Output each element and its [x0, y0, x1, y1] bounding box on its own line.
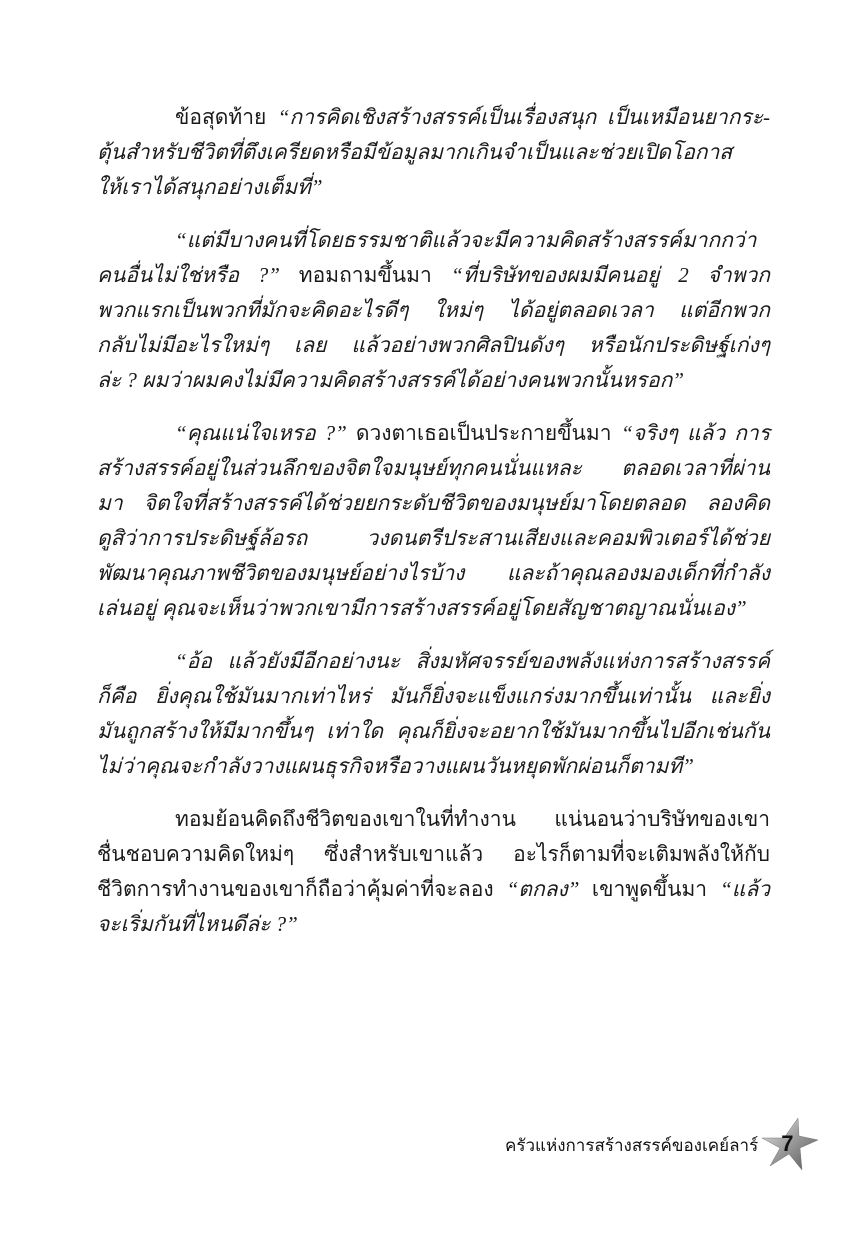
- dialogue-text: มันถูกสร้างให้มีมากขึ้นๆ เท่าใด คุณก็ยิ่งจะอยากใช้มันมากขึ้นไปอีกเช่นกัน: [97, 719, 770, 743]
- dialogue-text: ก็คือ ยิ่งคุณใช้มันมากเท่าไหร่ มันก็ยิ่งจะแข็งแกร่งมากขึ้นเท่านั้น และยิ่ง: [97, 684, 770, 708]
- text-line: [97, 416, 770, 451]
- text-line: [97, 907, 770, 942]
- text-line: [97, 679, 770, 714]
- dialogue-text: “จริงๆ แล้ว การ: [621, 421, 771, 445]
- dialogue-text: พัฒนาคุณภาพชีวิตของมนุษย์อย่างไรบ้าง และถ้าคุณลองมองเด็กที่กำลัง: [97, 561, 770, 585]
- dialogue-text: มา จิตใจที่สร้างสรรค์ได้ช่วยยกระดับชีวิตของมนุษย์มาโดยตลอด ลองคิด: [97, 491, 770, 515]
- text-line: [97, 872, 770, 907]
- dialogue-text: “แล้ว: [720, 877, 770, 901]
- text-line: [97, 170, 770, 205]
- dialogue-text: ตุ้นสำหรับชีวิตที่ตึงเครียดหรือมีข้อมูลมากเกินจำเป็นและช่วยเปิดโอกาส: [97, 140, 733, 164]
- paragraph: [97, 802, 770, 942]
- text-line: [97, 293, 770, 328]
- dialogue-text: จะเริ่มกันที่ไหนดีล่ะ ?”: [97, 912, 298, 936]
- text-line: [97, 802, 770, 837]
- dialogue-text: “แต่มีบางคนที่โดยธรรมชาติแล้วจะมีความคิดสร้างสรรค์มากกว่า: [175, 228, 757, 252]
- text-line: [97, 644, 770, 679]
- text-line: [97, 451, 770, 486]
- dialogue-text: สร้างสรรค์อยู่ในส่วนลึกของจิตใจมนุษย์ทุกคนนั่นแหละ ตลอดเวลาที่ผ่าน: [97, 456, 770, 480]
- narration-text: ชื่นชอบความคิดใหม่ๆ ซึ่งสำหรับเขาแล้ว อะไรก็ตามที่จะเติมพลังให้กับ: [97, 843, 770, 866]
- dialogue-text: ล่ะ ? ผมว่าผมคงไม่มีความคิดสร้างสรรค์ได้อย่างคนพวกนั้นหรอก”: [97, 368, 685, 392]
- dialogue-text: ไม่ว่าคุณจะกำลังวางแผนธุรกิจหรือวางแผนวันหยุดพักผ่อนก็ตามที”: [97, 754, 694, 778]
- text-line: [97, 223, 770, 258]
- dialogue-text: “คุณแน่ใจเหรอ ?”: [175, 421, 356, 445]
- text-line: [97, 714, 770, 749]
- narration-text: เขาพูดขึ้นมา: [591, 878, 721, 901]
- narration-text: ข้อสุดท้าย: [175, 106, 278, 129]
- text-line: [97, 837, 770, 872]
- narration-text: ทอมย้อนคิดถึงชีวิตของเขาในที่ทำงาน แน่นอนว่าบริษัทของเขา: [175, 808, 770, 831]
- page-footer: [505, 1118, 818, 1172]
- dialogue-text: “อ้อ แล้วยังมีอีกอย่างนะ สิ่งมหัศจรรย์ของพลังแห่งการสร้างสรรค์: [175, 649, 770, 673]
- text-line: [97, 521, 770, 556]
- running-title: ครัวแห่งการสร้างสรรค์ของเคย์ลาร์: [505, 1135, 759, 1155]
- text-line: [97, 363, 770, 398]
- text-line: [97, 591, 770, 626]
- text-line: [97, 258, 770, 293]
- dialogue-text: “ที่บริษัทของผมมีคนอยู่ 2 จำพวก: [451, 263, 771, 287]
- dialogue-text: เล่นอยู่ คุณจะเห็นว่าพวกเขามีการสร้างสรรค์อยู่โดยสัญชาตญาณนั่นเอง”: [97, 596, 747, 620]
- paragraph: [97, 223, 770, 398]
- text-line: [97, 328, 770, 363]
- paragraph: [97, 644, 770, 784]
- text-line: [97, 486, 770, 521]
- narration-text: ชีวิตการทำงานของเขาก็ถือว่าคุ้มค่าที่จะลอง: [97, 878, 507, 901]
- dialogue-text: พวกแรกเป็นพวกที่มักจะคิดอะไรดีๆ ใหม่ๆ ได้อยู่ตลอดเวลา แต่อีกพวก: [97, 298, 770, 322]
- narration-text: ดวงตาเธอเป็นประกายขึ้นมา: [355, 422, 622, 445]
- paragraph: [97, 416, 770, 626]
- dialogue-text: ให้เราได้สนุกอย่างเต็มที่”: [97, 175, 323, 199]
- dialogue-text: กลับไม่มีอะไรใหม่ๆ เลย แล้วอย่างพวกศิลปินดังๆ หรือนักประดิษฐ์เก่งๆ: [97, 333, 770, 357]
- paragraph: [97, 100, 770, 205]
- dialogue-text: ดูสิว่าการประดิษฐ์ล้อรถ วงดนตรีประสานเสียงและคอมพิวเตอร์ได้ช่วย: [97, 526, 770, 550]
- dialogue-text: คนอื่นไม่ใช่หรือ ?”: [97, 263, 299, 287]
- text-line: [97, 135, 770, 170]
- star-icon: [762, 1118, 818, 1172]
- page-number: 7: [781, 1131, 794, 1156]
- dialogue-text: “ตกลง”: [506, 877, 592, 901]
- narration-text: ทอมถามขึ้นมา: [298, 264, 452, 287]
- page-body: [97, 100, 770, 960]
- dialogue-text: “การคิดเชิงสร้างสรรค์เป็นเรื่องสนุก เป็นเหมือนยากระ-: [277, 105, 770, 129]
- text-line: [97, 556, 770, 591]
- text-line: [97, 749, 770, 784]
- text-line: [97, 100, 770, 135]
